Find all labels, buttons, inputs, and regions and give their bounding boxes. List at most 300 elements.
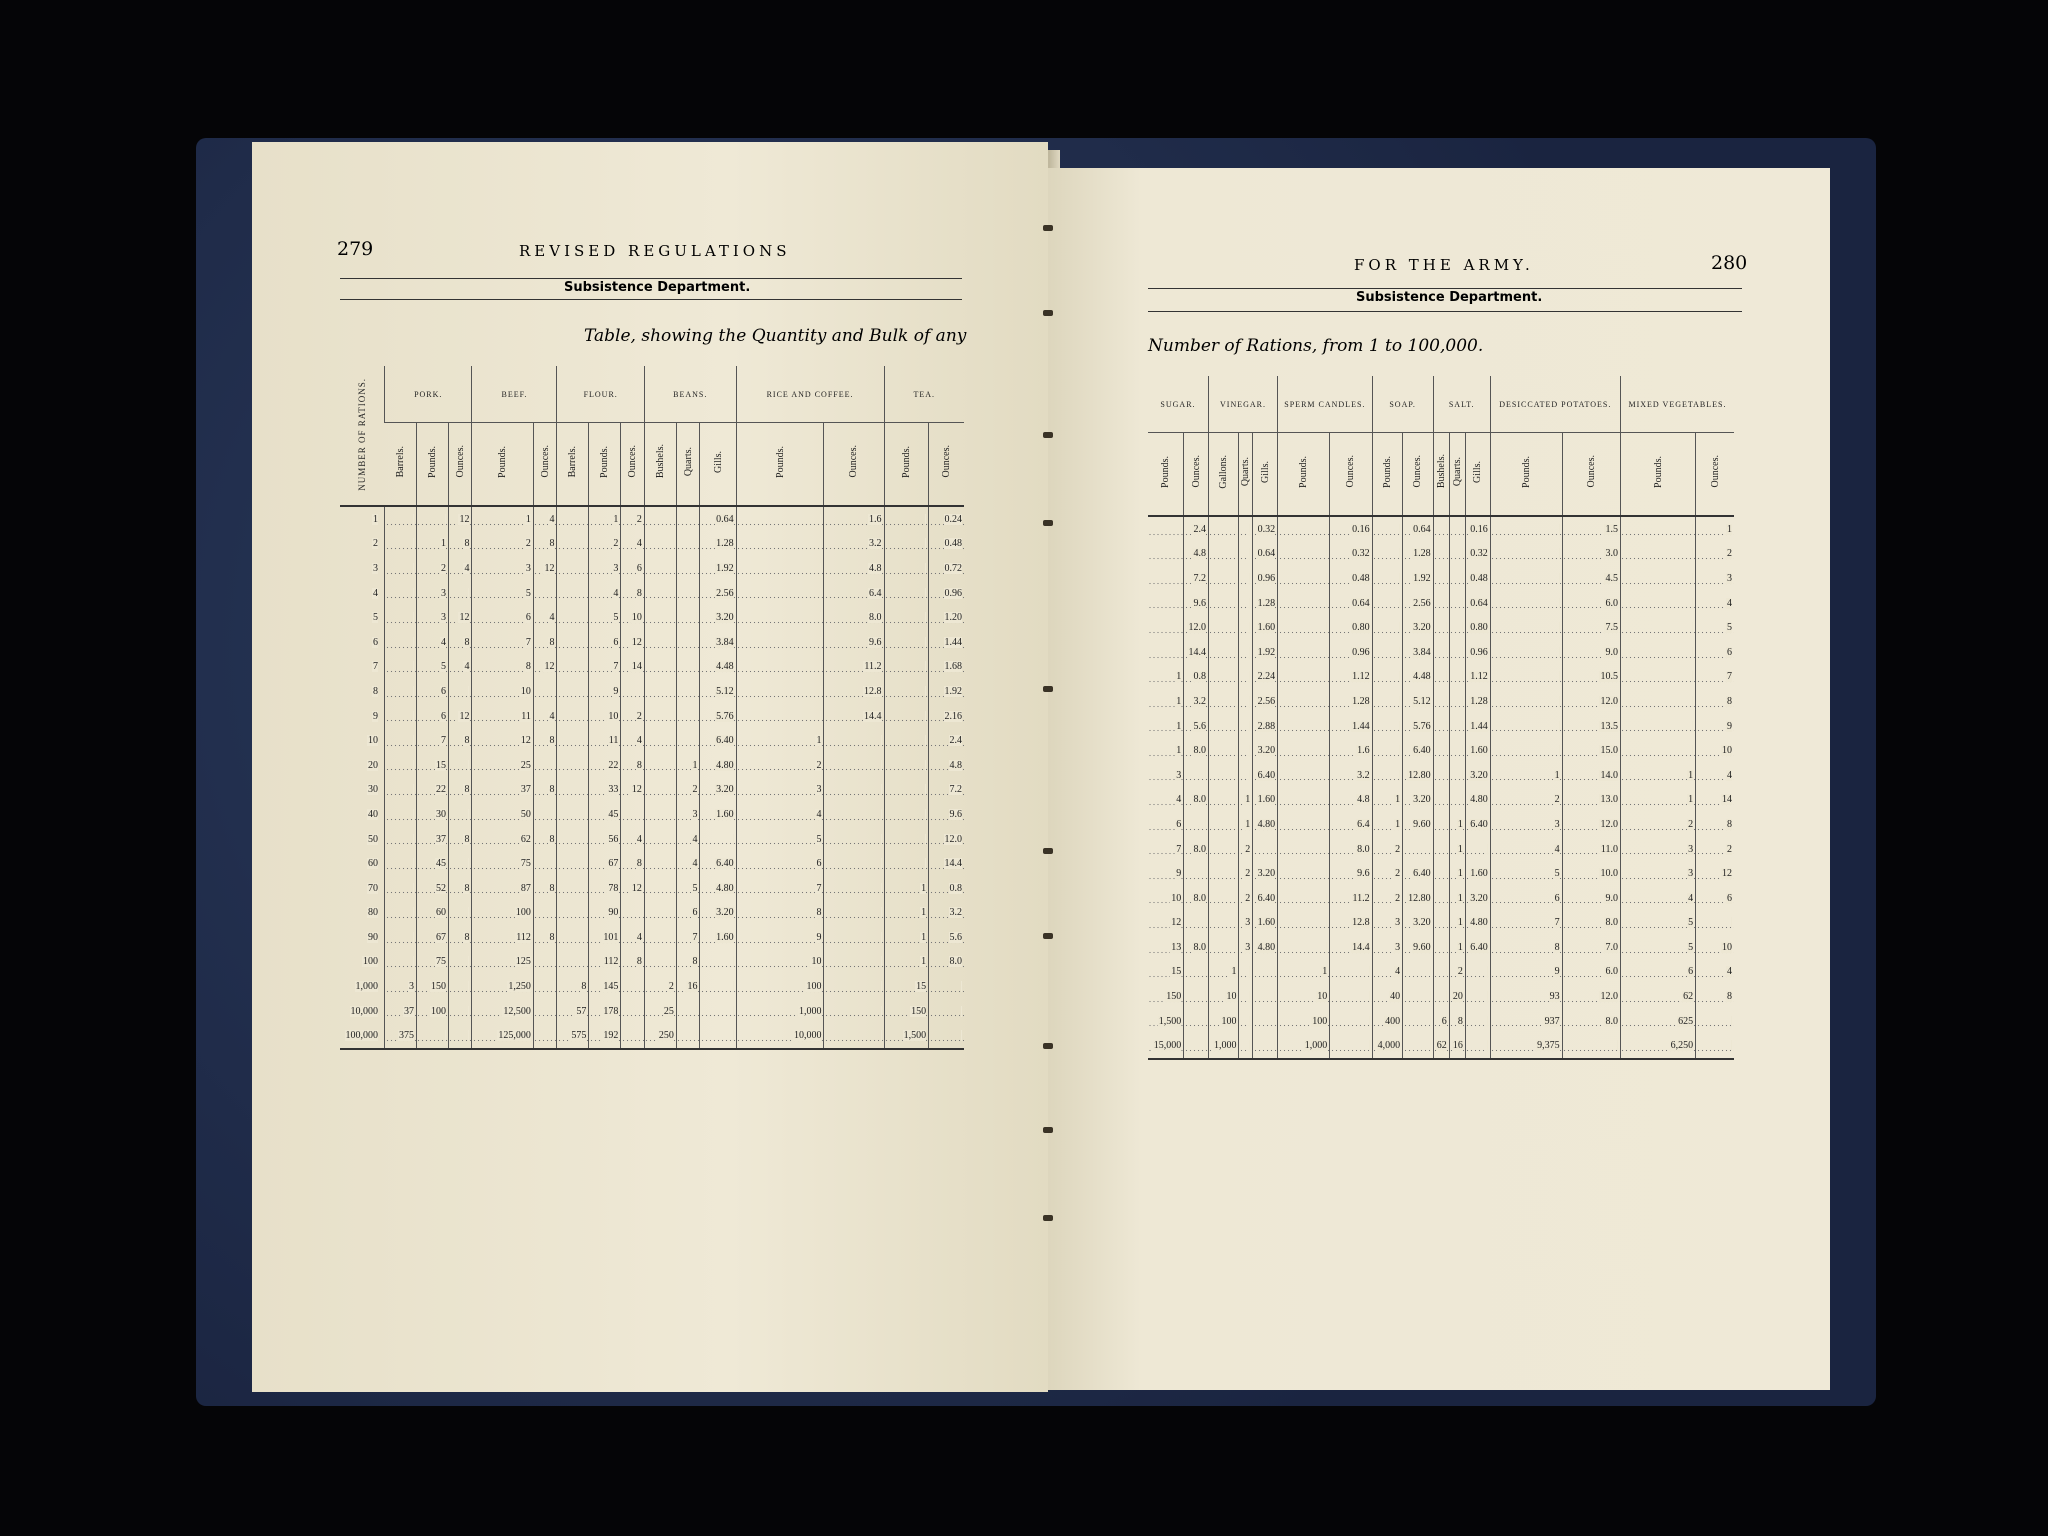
table-cell bbox=[533, 605, 557, 630]
page-number-right: 280 bbox=[1711, 252, 1748, 274]
cell-value: 7.0 bbox=[1605, 941, 1618, 953]
cell-value bbox=[1446, 966, 1447, 977]
cell-value: 10 bbox=[631, 612, 642, 624]
table-cell bbox=[929, 901, 964, 926]
cell-value: 1,250 bbox=[508, 981, 531, 993]
table-cell bbox=[448, 925, 472, 950]
table-cell bbox=[1490, 665, 1562, 690]
cell-value: 14.4 bbox=[864, 710, 882, 722]
unit-label: Pounds. bbox=[1381, 455, 1393, 488]
table-cell bbox=[1433, 516, 1449, 542]
cell-value bbox=[925, 588, 926, 599]
table-row bbox=[1148, 665, 1734, 690]
table-cell bbox=[1148, 837, 1184, 862]
cell-value bbox=[1446, 868, 1447, 879]
cell-value bbox=[553, 981, 554, 992]
table-cell bbox=[1620, 665, 1695, 690]
table-cell bbox=[340, 1023, 385, 1049]
table-cell bbox=[1465, 812, 1490, 837]
unit-label: Ounces. bbox=[1585, 455, 1597, 488]
cell-value: 1 bbox=[1176, 695, 1182, 707]
table-cell bbox=[385, 581, 417, 606]
cell-value: 11.2 bbox=[1352, 892, 1370, 904]
table-cell bbox=[1148, 935, 1184, 960]
cell-value bbox=[673, 907, 674, 918]
table-cell bbox=[824, 925, 884, 950]
table-cell bbox=[1433, 861, 1449, 886]
cell-value bbox=[1487, 991, 1488, 1002]
cell-value bbox=[1399, 573, 1400, 584]
table-cell bbox=[1239, 763, 1253, 788]
table-row bbox=[1148, 960, 1734, 985]
cell-value bbox=[585, 956, 586, 967]
table-cell bbox=[1184, 566, 1209, 591]
cell-value: 10 bbox=[368, 735, 378, 747]
table-cell bbox=[884, 605, 929, 630]
table-cell bbox=[472, 1023, 533, 1049]
table-cell bbox=[533, 630, 557, 655]
table-cell bbox=[736, 925, 824, 950]
cell-value bbox=[413, 784, 414, 795]
cell-value bbox=[1446, 794, 1447, 805]
cell-value bbox=[1559, 696, 1560, 707]
table-cell bbox=[472, 532, 533, 557]
cell-value bbox=[1559, 524, 1560, 535]
cell-value: 3.20 bbox=[1257, 745, 1276, 757]
cell-value bbox=[585, 883, 586, 894]
cell-value bbox=[1446, 942, 1447, 953]
table-cell bbox=[1433, 984, 1449, 1009]
cell-value: 4 bbox=[1395, 966, 1401, 978]
rations-table-left bbox=[340, 366, 964, 1050]
cell-value: 0.96 bbox=[944, 587, 962, 599]
cell-value: 1 bbox=[1245, 818, 1251, 830]
table-cell bbox=[1433, 763, 1449, 788]
table-cell bbox=[1148, 542, 1184, 567]
table-cell bbox=[700, 1023, 736, 1049]
cell-value: 10 bbox=[1171, 892, 1182, 904]
cell-value bbox=[1487, 1040, 1488, 1051]
table-cell bbox=[1330, 689, 1372, 714]
table-cell bbox=[1239, 861, 1253, 886]
table-cell bbox=[1253, 542, 1278, 567]
cell-value bbox=[1559, 671, 1560, 682]
table-cell bbox=[1330, 935, 1372, 960]
table-cell bbox=[1433, 591, 1449, 616]
unit-label: Quarts. bbox=[1240, 456, 1252, 487]
cell-value: 14.0 bbox=[1600, 769, 1618, 781]
table-cell bbox=[644, 901, 676, 926]
binding-stitch bbox=[1043, 225, 1053, 231]
table-cell bbox=[1239, 591, 1253, 616]
table-cell bbox=[589, 581, 621, 606]
table-cell bbox=[1253, 1033, 1278, 1059]
cell-value: 12.8 bbox=[1352, 917, 1370, 929]
table-cell bbox=[1278, 1009, 1330, 1034]
cell-value: 5 bbox=[613, 612, 619, 624]
cell-value: 12 bbox=[631, 784, 642, 796]
table-cell bbox=[644, 655, 676, 680]
table-cell bbox=[621, 1023, 645, 1049]
cell-value: 4 bbox=[1727, 597, 1732, 609]
cell-value: 67 bbox=[435, 931, 446, 943]
cell-value: 15.0 bbox=[1600, 745, 1618, 757]
table-cell bbox=[884, 630, 929, 655]
table-cell bbox=[557, 704, 589, 729]
cell-value: 2 bbox=[440, 562, 446, 574]
cell-value bbox=[1235, 598, 1236, 609]
table-cell bbox=[1330, 886, 1372, 911]
table-cell bbox=[884, 827, 929, 852]
cell-value bbox=[1692, 524, 1693, 535]
cell-value: 100 bbox=[1221, 1015, 1237, 1027]
cell-value bbox=[1249, 598, 1250, 609]
table-cell bbox=[1620, 615, 1695, 640]
cell-value bbox=[1399, 721, 1400, 732]
cell-value: 25 bbox=[663, 1005, 674, 1017]
table-cell bbox=[448, 901, 472, 926]
cell-value bbox=[1369, 1040, 1370, 1051]
cell-value: 4 bbox=[464, 562, 470, 574]
table-cell bbox=[557, 999, 589, 1024]
cell-value: 0.48 bbox=[1352, 572, 1370, 584]
table-cell bbox=[1372, 615, 1403, 640]
cell-value bbox=[1249, 745, 1250, 756]
cell-value bbox=[1326, 548, 1327, 559]
table-cell bbox=[1208, 861, 1239, 886]
table-cell bbox=[1253, 640, 1278, 665]
cell-value bbox=[1235, 844, 1236, 855]
table-cell bbox=[533, 1023, 557, 1049]
cell-value bbox=[1249, 966, 1250, 977]
table-cell bbox=[1696, 689, 1734, 714]
cell-value: 1.12 bbox=[1470, 671, 1488, 683]
cell-value: 1,000 bbox=[1304, 1040, 1328, 1052]
column-group-header: PORK. bbox=[385, 366, 472, 423]
table-cell bbox=[884, 802, 929, 827]
cell-value bbox=[553, 809, 554, 820]
cell-value: 937 bbox=[1544, 1015, 1560, 1027]
table-cell bbox=[1208, 591, 1239, 616]
table-cell bbox=[1562, 542, 1620, 567]
unit-header bbox=[700, 423, 736, 507]
table-cell bbox=[1465, 615, 1490, 640]
table-row bbox=[340, 532, 964, 557]
table-cell bbox=[700, 581, 736, 606]
table-cell bbox=[385, 827, 417, 852]
cell-value: 150 bbox=[430, 981, 446, 993]
cell-value: 0.96 bbox=[1257, 572, 1276, 584]
table-cell bbox=[340, 778, 385, 803]
table-cell bbox=[1330, 763, 1372, 788]
table-cell bbox=[1562, 984, 1620, 1009]
table-cell bbox=[644, 851, 676, 876]
table-cell bbox=[824, 655, 884, 680]
cell-value bbox=[925, 809, 926, 820]
cell-value: 8 bbox=[464, 735, 470, 747]
cell-value: 6.40 bbox=[716, 735, 734, 747]
cell-value: 3 bbox=[373, 562, 378, 574]
table-cell bbox=[1490, 640, 1562, 665]
table-cell bbox=[416, 950, 448, 975]
cell-value bbox=[413, 514, 414, 525]
table-cell bbox=[557, 827, 589, 852]
table-cell bbox=[589, 950, 621, 975]
cell-value: 5 bbox=[816, 833, 822, 845]
table-row bbox=[340, 950, 964, 975]
cell-value bbox=[1274, 844, 1275, 855]
cell-value: 2 bbox=[668, 981, 674, 993]
cell-value: 4 bbox=[549, 513, 555, 525]
table-cell bbox=[1253, 689, 1278, 714]
cell-value: 3.84 bbox=[1413, 646, 1431, 658]
table-cell bbox=[929, 827, 964, 852]
table-cell bbox=[1239, 911, 1253, 936]
table-cell bbox=[621, 679, 645, 704]
table-cell bbox=[385, 556, 417, 581]
table-cell bbox=[589, 753, 621, 778]
table-cell bbox=[621, 802, 645, 827]
cell-value bbox=[585, 834, 586, 845]
cell-value bbox=[413, 858, 414, 869]
cell-value: 8 bbox=[549, 636, 555, 648]
cell-value: 8 bbox=[1457, 1015, 1463, 1027]
table-cell bbox=[700, 925, 736, 950]
cell-value: 80 bbox=[368, 907, 378, 919]
table-cell bbox=[1278, 1033, 1330, 1059]
table-cell bbox=[1433, 1009, 1449, 1034]
cell-value bbox=[413, 834, 414, 845]
table-row bbox=[340, 556, 964, 581]
cell-value: 0.48 bbox=[944, 538, 962, 550]
cell-value: 1 bbox=[525, 513, 531, 525]
table-cell bbox=[1490, 960, 1562, 985]
cell-value: 1 bbox=[921, 956, 927, 968]
cell-value: 3 bbox=[440, 612, 446, 624]
table-cell bbox=[1490, 837, 1562, 862]
table-cell bbox=[644, 581, 676, 606]
table-cell bbox=[700, 605, 736, 630]
cell-value bbox=[1249, 696, 1250, 707]
table-cell bbox=[1148, 516, 1184, 542]
table-cell bbox=[676, 605, 700, 630]
binding-stitch bbox=[1043, 933, 1053, 939]
unit-header bbox=[736, 423, 824, 507]
table-cell bbox=[1148, 738, 1184, 763]
cell-value bbox=[1446, 745, 1447, 756]
cell-value bbox=[820, 612, 821, 623]
table-cell bbox=[1208, 665, 1239, 690]
table-cell bbox=[448, 630, 472, 655]
binding-stitch bbox=[1043, 520, 1053, 526]
table-cell bbox=[736, 901, 824, 926]
unit-label: Gills. bbox=[712, 450, 724, 473]
cell-value: 101 bbox=[603, 931, 619, 943]
cell-value: 375 bbox=[398, 1030, 414, 1042]
binding-stitch bbox=[1043, 1043, 1053, 1049]
table-cell bbox=[340, 851, 385, 876]
cell-value: 5 bbox=[525, 587, 531, 599]
cell-value: 4.48 bbox=[1413, 671, 1431, 683]
table-cell bbox=[700, 974, 736, 999]
cell-value: 0.96 bbox=[1352, 646, 1370, 658]
table-cell bbox=[1184, 763, 1209, 788]
cell-value: 5 bbox=[373, 612, 378, 624]
cell-value: 2 bbox=[1395, 843, 1401, 855]
table-row bbox=[340, 605, 964, 630]
table-cell bbox=[1239, 542, 1253, 567]
column-group-header: SUGAR. bbox=[1148, 376, 1208, 433]
cell-value: 3.2 bbox=[1357, 769, 1370, 781]
table-cell bbox=[824, 532, 884, 557]
cell-value bbox=[413, 563, 414, 574]
cell-value: 1 bbox=[1231, 966, 1237, 978]
table-cell bbox=[1696, 640, 1734, 665]
table-cell bbox=[1465, 640, 1490, 665]
cell-value: 112 bbox=[516, 931, 531, 943]
table-cell bbox=[929, 506, 964, 532]
cell-value: 100 bbox=[806, 981, 822, 993]
table-row bbox=[340, 630, 964, 655]
table-cell bbox=[448, 950, 472, 975]
cell-value bbox=[1559, 598, 1560, 609]
cell-value bbox=[468, 981, 469, 992]
cell-value: 6.40 bbox=[716, 858, 734, 870]
table-cell bbox=[1253, 738, 1278, 763]
table-row bbox=[1148, 640, 1734, 665]
cell-value: 11 bbox=[521, 710, 531, 722]
cell-value: 0.8 bbox=[949, 882, 962, 894]
table-cell bbox=[676, 506, 700, 532]
table-cell bbox=[929, 532, 964, 557]
table-cell bbox=[1208, 837, 1239, 862]
table-cell bbox=[884, 581, 929, 606]
cell-value: 4.80 bbox=[1470, 794, 1488, 806]
unit-header bbox=[1465, 433, 1490, 517]
cell-value bbox=[733, 1030, 734, 1041]
cell-value: 8 bbox=[692, 956, 698, 968]
table-cell bbox=[472, 802, 533, 827]
cell-value: 3.20 bbox=[1470, 892, 1488, 904]
cell-value: 14.4 bbox=[1188, 646, 1206, 658]
cell-value: 3 bbox=[1727, 572, 1732, 584]
table-cell bbox=[472, 753, 533, 778]
table-cell bbox=[533, 581, 557, 606]
table-cell bbox=[340, 506, 385, 532]
table-caption-right: Number of Rations, from 1 to 100,000. bbox=[1148, 336, 1484, 356]
cell-value: 1.20 bbox=[944, 612, 962, 624]
table-cell bbox=[1330, 542, 1372, 567]
cell-value bbox=[1446, 721, 1447, 732]
cell-value: 4 bbox=[1554, 843, 1560, 855]
cell-value bbox=[553, 760, 554, 771]
table-cell bbox=[621, 655, 645, 680]
cell-value: 3 bbox=[408, 981, 414, 993]
cell-value bbox=[1249, 671, 1250, 682]
cell-value: 16 bbox=[1452, 1040, 1463, 1052]
cell-value bbox=[881, 1006, 882, 1017]
cell-value: 4 bbox=[636, 538, 642, 550]
table-cell bbox=[1433, 738, 1449, 763]
table-cell bbox=[1184, 738, 1209, 763]
table-cell bbox=[416, 532, 448, 557]
table-cell bbox=[416, 605, 448, 630]
table-cell bbox=[533, 827, 557, 852]
table-cell bbox=[621, 506, 645, 532]
unit-header bbox=[1433, 433, 1449, 517]
cell-value: 6.40 bbox=[1470, 818, 1488, 830]
table-cell bbox=[448, 876, 472, 901]
cell-value bbox=[1326, 524, 1327, 535]
cell-value bbox=[961, 981, 962, 992]
table-cell bbox=[1278, 960, 1330, 985]
cell-value bbox=[673, 784, 674, 795]
table-cell bbox=[621, 851, 645, 876]
cell-value bbox=[553, 858, 554, 869]
table-cell bbox=[700, 802, 736, 827]
table-cell bbox=[1696, 812, 1734, 837]
table-cell bbox=[676, 630, 700, 655]
unit-header bbox=[929, 423, 964, 507]
table-cell bbox=[416, 1023, 448, 1049]
page-number-left: 279 bbox=[337, 238, 374, 260]
cell-value: 4 bbox=[440, 636, 446, 648]
cell-value bbox=[1446, 917, 1447, 928]
table-cell bbox=[533, 802, 557, 827]
unit-label: Ounces. bbox=[1709, 455, 1721, 488]
table-cell bbox=[1449, 640, 1465, 665]
cell-value: 4.80 bbox=[1257, 941, 1276, 953]
cell-value bbox=[1559, 622, 1560, 633]
unit-header bbox=[385, 423, 417, 507]
cell-value: 12.0 bbox=[1600, 991, 1618, 1003]
table-cell bbox=[472, 630, 533, 655]
cell-value: 4.8 bbox=[869, 562, 882, 574]
table-cell bbox=[929, 851, 964, 876]
table-row bbox=[340, 802, 964, 827]
cell-value: 11.2 bbox=[864, 661, 882, 673]
column-group-header: RICE AND COFFEE. bbox=[736, 366, 884, 423]
table-cell bbox=[644, 605, 676, 630]
cell-value: 57 bbox=[576, 1005, 587, 1017]
table-cell bbox=[1330, 960, 1372, 985]
cell-value bbox=[1731, 917, 1732, 928]
table-row bbox=[340, 1023, 964, 1049]
cell-value: 1.60 bbox=[1257, 917, 1276, 929]
table-cell bbox=[1148, 714, 1184, 739]
cell-value: 100 bbox=[515, 907, 531, 919]
cell-value bbox=[1399, 598, 1400, 609]
cell-value: 90 bbox=[608, 907, 619, 919]
table-cell bbox=[676, 532, 700, 557]
column-group-header: SPERM CANDLES. bbox=[1278, 376, 1373, 433]
cell-value: 37 bbox=[520, 784, 531, 796]
cell-value: 10,000 bbox=[350, 1005, 378, 1017]
cell-value bbox=[673, 661, 674, 672]
table-cell bbox=[824, 802, 884, 827]
table-cell bbox=[1562, 911, 1620, 936]
table-row bbox=[1148, 738, 1734, 763]
table-caption-left: Table, showing the Quantity and Bulk of any bbox=[584, 326, 967, 346]
table-cell bbox=[929, 925, 964, 950]
cell-value: 1 bbox=[921, 882, 927, 894]
cell-value bbox=[925, 784, 926, 795]
cell-value: 1.92 bbox=[1413, 572, 1431, 584]
table-cell bbox=[1372, 984, 1403, 1009]
cell-value: 1.28 bbox=[716, 538, 734, 550]
table-cell bbox=[1253, 812, 1278, 837]
cell-value: 5 bbox=[1554, 868, 1560, 880]
